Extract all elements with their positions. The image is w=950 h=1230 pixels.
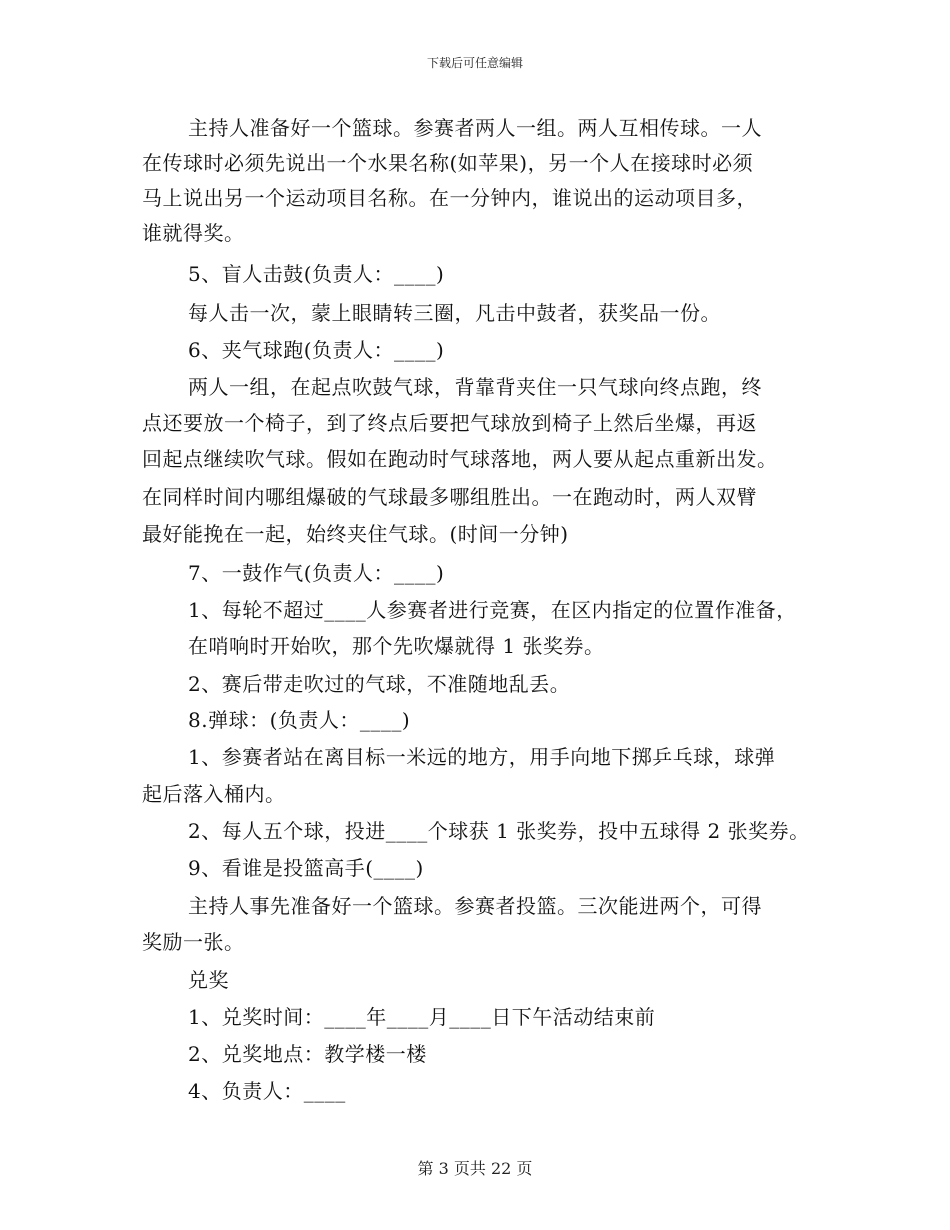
paragraph-line: 2、兑奖地点：教学楼一楼 — [188, 1042, 427, 1066]
paragraph-line: 1、每轮不超过____人参赛者进行竞赛，在区内指定的位置作准备， — [188, 598, 797, 622]
paragraph-line: 4、负责人：____ — [188, 1079, 346, 1103]
paragraph-line: 两人一组，在起点吹鼓气球，背靠背夹住一只气球向终点跑，终 — [188, 375, 762, 399]
paragraph-line: 奖励一张。 — [142, 930, 245, 954]
paragraph-line: 2、每人五个球，投进____个球获 1 张奖券，投中五球得 2 张奖券。 — [188, 819, 810, 843]
paragraph-line: 2、赛后带走吹过的气球，不准随地乱丢。 — [188, 672, 571, 696]
paragraph-line: 在同样时间内哪组爆破的气球最多哪组胜出。一在跑动时，两人双臂 — [142, 485, 757, 509]
paragraph-line: 在哨响时开始吹，那个先吹爆就得 1 张奖券。 — [188, 634, 605, 658]
paragraph-line: 谁就得奖。 — [142, 221, 245, 245]
paragraph-line: 点还要放一个椅子，到了终点后要把气球放到椅子上然后坐爆，再返 — [142, 411, 757, 435]
paragraph-line: 马上说出另一个运动项目名称。在一分钟内，谁说出的运动项目多， — [142, 186, 757, 210]
page-header: 下载后可任意编辑 — [426, 56, 523, 70]
paragraph-line: 起后落入桶内。 — [142, 782, 286, 806]
section-heading: 8.弹球：(负责人：____) — [188, 708, 411, 732]
paragraph-line: 1、参赛者站在离目标一米远的地方，用手向地下掷乒乓球，球弹 — [188, 745, 776, 769]
section-heading: 7、一鼓作气(负责人：____) — [188, 561, 445, 585]
paragraph-line: 在传球时必须先说出一个水果名称(如苹果)，另一个人在接球时必须 — [142, 151, 754, 175]
paragraph-line: 主持人准备好一个篮球。参赛者两人一组。两人互相传球。一人 — [188, 116, 762, 140]
section-heading: 兑奖 — [188, 968, 229, 992]
section-heading: 9、看谁是投篮高手(____) — [188, 856, 424, 880]
section-heading: 6、夹气球跑(负责人：____) — [188, 338, 445, 362]
section-heading: 5、盲人击鼓(负责人：____) — [188, 262, 445, 286]
paragraph-line: 1、兑奖时间：____年____月____日下午活动结束前 — [188, 1005, 656, 1029]
paragraph-line: 每人击一次，蒙上眼睛转三圈，凡击中鼓者，获奖品一份。 — [188, 301, 721, 325]
paragraph-line: 最好能挽在一起，始终夹住气球。(时间一分钟) — [142, 522, 569, 546]
paragraph-line: 回起点继续吹气球。假如在跑动时气球落地，两人要从起点重新出发。 — [142, 447, 778, 471]
paragraph-line: 主持人事先准备好一个篮球。参赛者投篮。三次能进两个，可得 — [188, 894, 762, 918]
page-footer: 第 3 页共 22 页 — [417, 1159, 533, 1178]
